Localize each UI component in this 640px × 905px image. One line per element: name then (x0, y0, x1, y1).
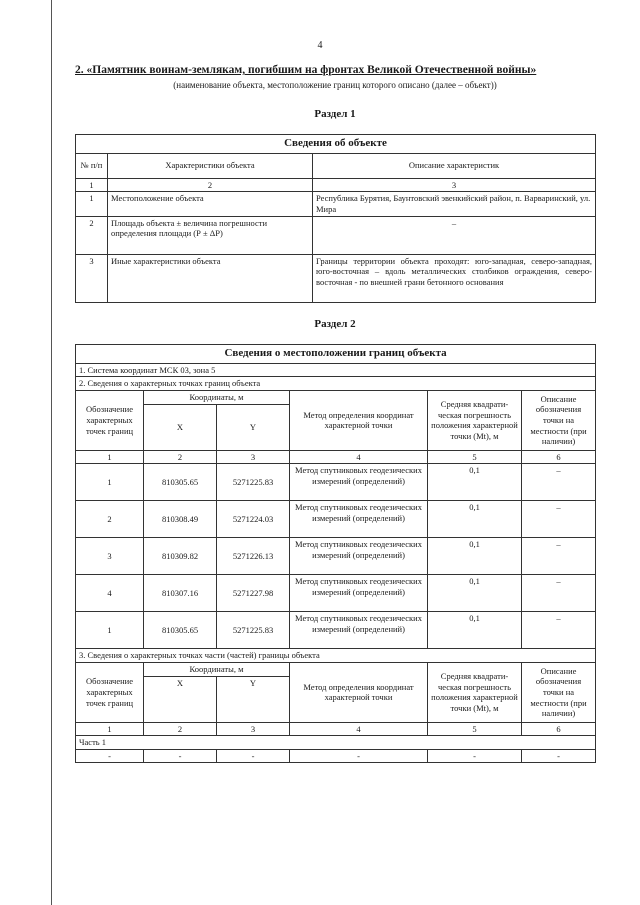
document-subtitle: (наименование объекта, местоположение границ которого описано (далее – объект)) (173, 80, 497, 90)
section1-heading: Раздел 1 (314, 108, 356, 120)
parts-header-x: X (144, 676, 217, 722)
point-id: 3 (76, 538, 144, 575)
index-cell: 3 (217, 722, 290, 736)
point-y: 5271224.03 (217, 501, 290, 538)
header-point-description: Описание обозначения точки на местности (при наличии) (522, 391, 596, 451)
parts-header-method: Метод определения координат характерной точки (290, 662, 428, 722)
point-x: 810308.49 (144, 501, 217, 538)
header-num: № п/п (76, 153, 108, 178)
document-title: 2. «Памятник воинам-землякам, погибшим на фронтах Великой Отечественной войны» (75, 64, 537, 76)
table-row (76, 749, 596, 763)
row-characteristic: Иные характеристики объекта (108, 254, 313, 302)
parts-header-error: Средняя квадрати-ческая погрешность положения характерной точки (Mt), м (428, 662, 522, 722)
point-y: 5271225.83 (217, 464, 290, 501)
point-error: 0,1 (428, 575, 522, 612)
point-method: Метод спутниковых геодезических измерений (определений) (290, 501, 428, 538)
index-cell: 5 (428, 722, 522, 736)
index-cell: 2 (108, 178, 313, 192)
table-row (76, 192, 596, 216)
header-method: Метод определения координат характерной точки (290, 391, 428, 451)
parts-header-point-description: Описание обозначения точки на местности (при наличии) (522, 662, 596, 722)
point-description: – (522, 501, 596, 538)
index-cell: 1 (76, 178, 108, 192)
index-cell: 3 (313, 178, 596, 192)
index-cell: 3 (217, 450, 290, 464)
margin-line (51, 0, 52, 905)
point-id: 2 (76, 501, 144, 538)
coordinate-system: 1. Система координат МСК 03, зона 5 (76, 363, 596, 377)
parts-title: 3. Сведения о характерных точках части (частей) границы объекта (76, 649, 596, 663)
point-method: Метод спутниковых геодезических измерений (определений) (290, 612, 428, 649)
point-description: – (522, 538, 596, 575)
section2-heading: Раздел 2 (314, 318, 356, 330)
point-x: 810305.65 (144, 612, 217, 649)
index-cell: 4 (290, 722, 428, 736)
point-error: 0,1 (428, 538, 522, 575)
row-description: – (313, 216, 596, 254)
part-cell: - (428, 749, 522, 763)
point-error: 0,1 (428, 464, 522, 501)
points-title: 2. Сведения о характерных точках границ объекта (76, 377, 596, 391)
index-cell: 1 (76, 450, 144, 464)
table-row (76, 501, 596, 538)
part-cell: - (522, 749, 596, 763)
point-method: Метод спутниковых геодезических измерений (определений) (290, 538, 428, 575)
index-cell: 2 (144, 450, 217, 464)
index-cell: 6 (522, 450, 596, 464)
header-description: Описание характеристик (313, 153, 596, 178)
index-cell: 6 (522, 722, 596, 736)
header-designation: Обозначение характерных точек границ (76, 391, 144, 451)
row-characteristic: Местоположение объекта (108, 192, 313, 216)
point-y: 5271225.83 (217, 612, 290, 649)
row-characteristic: Площадь объекта ± величина погрешности определения площади (Р ± ΔР) (108, 216, 313, 254)
table-row (76, 464, 596, 501)
point-description: – (522, 575, 596, 612)
boundary-table (75, 344, 596, 763)
parts-header-coordinates: Координаты, м (144, 662, 290, 676)
point-error: 0,1 (428, 612, 522, 649)
point-x: 810307.16 (144, 575, 217, 612)
table-row (76, 538, 596, 575)
part-cell: - (76, 749, 144, 763)
part-cell: - (290, 749, 428, 763)
point-method: Метод спутниковых геодезических измерений (определений) (290, 575, 428, 612)
header-x: X (144, 404, 217, 450)
point-x: 810309.82 (144, 538, 217, 575)
point-id: 1 (76, 464, 144, 501)
table-row (76, 216, 596, 254)
point-x: 810305.65 (144, 464, 217, 501)
part-cell: - (217, 749, 290, 763)
point-y: 5271226.13 (217, 538, 290, 575)
part-label: Часть 1 (76, 736, 596, 750)
index-cell: 1 (76, 722, 144, 736)
point-method: Метод спутниковых геодезических измерений (определений) (290, 464, 428, 501)
point-y: 5271227.98 (217, 575, 290, 612)
point-id: 4 (76, 575, 144, 612)
index-cell: 2 (144, 722, 217, 736)
parts-header-y: Y (217, 676, 290, 722)
index-cell: 5 (428, 450, 522, 464)
object-info-table (75, 134, 596, 303)
index-cell: 4 (290, 450, 428, 464)
header-y: Y (217, 404, 290, 450)
point-description: – (522, 612, 596, 649)
point-id: 1 (76, 612, 144, 649)
table-row (76, 575, 596, 612)
header-characteristics: Характеристики объекта (108, 153, 313, 178)
row-num: 2 (76, 216, 108, 254)
object-info-caption: Сведения об объекте (76, 135, 596, 154)
boundary-caption: Сведения о местоположении границ объекта (76, 345, 596, 364)
parts-header-designation: Обозначение характерных точек границ (76, 662, 144, 722)
point-description: – (522, 464, 596, 501)
row-num: 1 (76, 192, 108, 216)
page-number: 4 (317, 40, 323, 51)
row-num: 3 (76, 254, 108, 302)
table-row (76, 612, 596, 649)
table-row (76, 254, 596, 302)
row-description: Границы территории объекта проходят: юго-западная, северо-западная, юго-восточная – вдоль металлических столбиков ограждения, северо-восточная - по внешней грани бетонного основания (313, 254, 596, 302)
header-coordinates: Координаты, м (144, 391, 290, 405)
point-error: 0,1 (428, 501, 522, 538)
header-error: Средняя квадрати-ческая погрешность положения характерной точки (Mt), м (428, 391, 522, 451)
row-description: Республика Бурятия, Баунтовский эвенкийский район, п. Варваринский, ул. Мира (313, 192, 596, 216)
part-cell: - (144, 749, 217, 763)
